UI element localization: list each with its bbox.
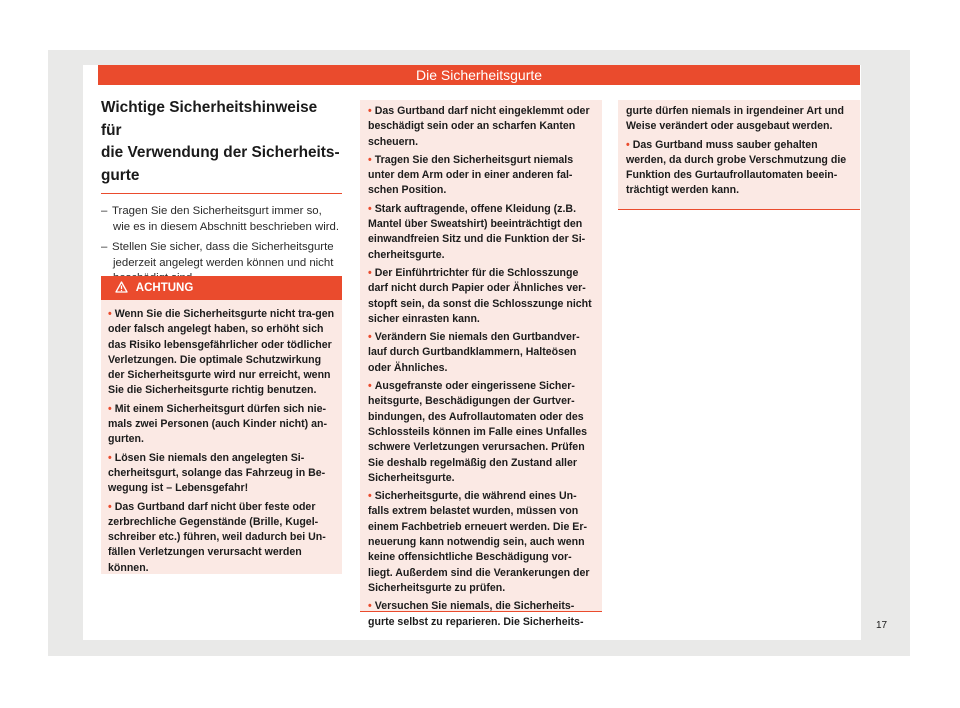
column-left	[101, 97, 342, 292]
warning-body	[101, 300, 342, 576]
warning-continuation-text: gurte dürfen niemals in irgendeiner Art und Weise verändert oder ausgebaut werden.	[626, 105, 844, 133]
warning-bullet: • Verändern Sie niemals den Gurtbandver-lauf durch Gurtbandklammern, Halteösen oder Ähnliches.	[368, 331, 580, 374]
warning-bullet: • Versuchen Sie niemals, die Sicherheits-gurte selbst zu reparieren. Die Sicherheits-	[368, 600, 584, 628]
warning-bullet: • Stark auftragende, offene Kleidung (z.B. Mantel über Sweatshirt) beeinträchtigt den einwandfreien Sitz und die Funktion der Si-cherheitsgurte.	[368, 202, 586, 261]
warning-bullet: • Der Einführtrichter für die Schlosszunge darf nicht durch Papier oder Ähnliches ver-stopft sein, da sonst die Schlosszunge nicht sicher einrasten kann.	[368, 266, 592, 325]
warning-title: ACHTUNG	[135, 282, 194, 294]
warning-continued-middle	[360, 100, 602, 628]
warning-bullet: • Mit einem Sicherheitsgurt dürfen sich nie-mals zwei Personen (auch Kinder nicht) an-gurten.	[108, 402, 327, 446]
list-item-text: Stellen Sie sicher, dass die Sicherheitsgurte jederzeit angelegt werden können und nicht	[112, 241, 334, 269]
list-item	[101, 204, 342, 235]
section-heading	[101, 97, 342, 194]
warning-continued-right	[618, 100, 860, 210]
dash-marker: –	[101, 205, 108, 217]
warning-bullet: • Wenn Sie die Sicherheitsgurte nicht tra-gen oder falsch angelegt haben, so erhöht sich das Risiko lebensgefährlicher oder tödlicher Verletzungen. Die optimale Schutzwirkung der Sicherheitsgurte wird nur erreicht, wenn Sie die Sicherheitsgurte richtig benutzen.	[108, 308, 335, 397]
chapter-title: Die Sicherheitsgurte	[415, 67, 543, 83]
warning-bullet: • Das Gurtband darf nicht über feste oder zerbrechliche Gegenstände (Brille, Kugel-schreiber etc.) führen, weil dadurch bei Un-fällen Verletzungen verursacht werden können.	[108, 500, 326, 574]
instruction-list	[101, 204, 342, 287]
warning-bullet: • Das Gurtband muss sauber gehalten werden, da durch grobe Verschmutzung die Funktion des Gurtaufrollautomaten beein-trächtigt werden kann.	[626, 138, 847, 197]
dash-marker: –	[101, 241, 108, 254]
warning-bullet: • Sicherheitsgurte, die während eines Un-falls extrem belastet wurden, müssen von einem Fachbetrieb erneuert werden. Die Er-neuerung kann notwendig sein, auch wenn keine offensichtliche Beschädigung vor-liegt. Außerdem sind die Verankerungen der Sicherheitsgurte zu prüfen.	[368, 490, 590, 594]
warning-triangle-icon	[115, 278, 128, 302]
heading-line: Wichtige Sicherheitshinweise für	[101, 99, 318, 139]
warning-bullet: • Ausgefranste oder eingerissene Sicher-heitsgurte, Beschädigungen der Gurtver-bindungen, des Aufrollautomaten oder des Schlossteils können im Falle eines Unfalles schwere Verletzungen verursachen. Prüfen Sie deshalb regelmäßig den Zustand aller Sicherheitsgurte.	[368, 380, 588, 484]
chapter-header	[98, 65, 860, 85]
warning-bullet: • Das Gurtband darf nicht eingeklemmt oder beschädigt sein oder an scharfen Kanten scheuern.	[368, 105, 590, 148]
list-item-text: Tragen Sie den Sicherheitsgurt immer so, wie es in diesem Abschnitt beschrieben wird.	[112, 205, 340, 233]
warning-box	[101, 276, 342, 574]
warning-bullet: • Tragen Sie den Sicherheitsgurt niemals unter dem Arm oder in einer anderen fal-schen Position.	[368, 153, 574, 197]
warning-bullet: • Lösen Sie niemals den angelegten Si-cherheitsgurt, solange das Fahrzeug in Be-wegung ist – Lebensgefahr!	[108, 451, 326, 495]
page-number: 17	[876, 620, 888, 631]
heading-line: gurte	[101, 166, 140, 184]
warning-header	[101, 276, 342, 300]
heading-line: die Verwendung der Sicherheits-	[101, 144, 340, 161]
